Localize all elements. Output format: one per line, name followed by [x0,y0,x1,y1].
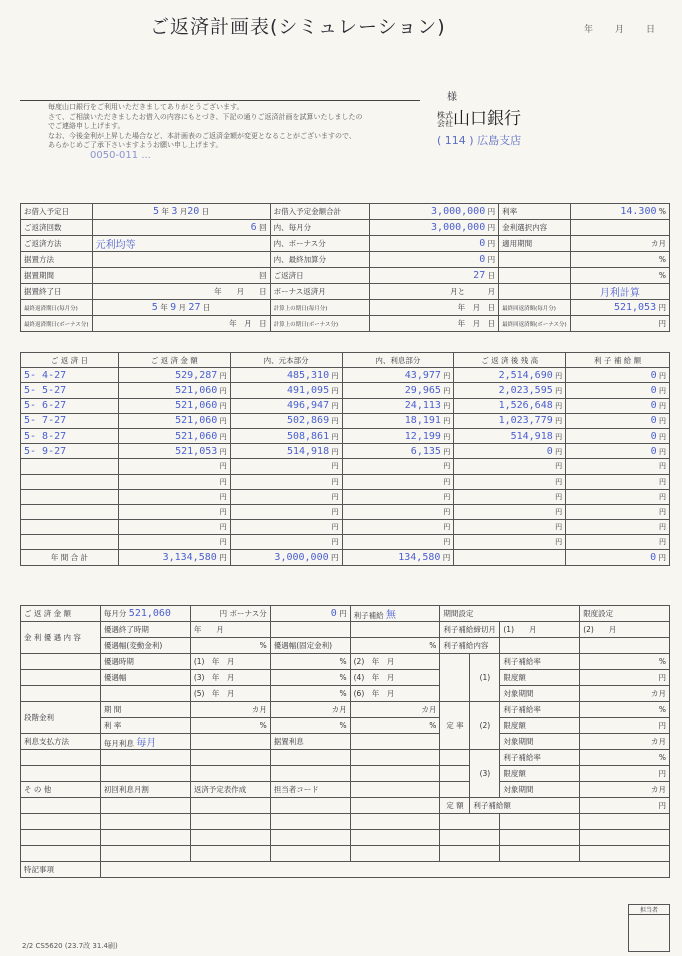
schedule-cell: 円 [230,459,342,474]
schedule-row [21,413,670,428]
schedule-cell: 2,023,595 円 [454,383,566,398]
schedule-cell: 496,947 円 [230,398,342,413]
schedule-cell: 円 [454,535,566,550]
schedule-cell: 円 [566,489,670,504]
schedule-cell [21,520,119,535]
schedule-cell: 485,310 円 [230,368,342,383]
branch: ( 114 ) 広島支店 [437,134,522,147]
schedule-cell: 24,113 円 [342,398,454,413]
schedule-row [21,428,670,443]
page-title: ご返済計画表(シミュレーション) [150,16,446,38]
schedule-cell: 円 [118,474,230,489]
schedule-cell: 0 円 [566,413,670,428]
schedule-cell: 0 円 [566,428,670,443]
schedule-cell [21,504,119,519]
schedule-cell: 514,918 円 [230,444,342,459]
schedule-cell: 491,095 円 [230,383,342,398]
schedule-cell [21,474,119,489]
schedule-cell: 0 円 [454,444,566,459]
bank-name: 株式会社山口銀行 [437,109,521,129]
schedule-cell: 円 [118,520,230,535]
name-line [20,100,420,101]
schedule-cell [21,535,119,550]
schedule-cell: 521,053 円 [118,444,230,459]
schedule-cell: 1,023,779 円 [454,413,566,428]
schedule-cell [21,489,119,504]
schedule-row [21,535,670,550]
ref-number: 0050-011 ... [90,150,151,161]
form-code: 2/2 CS5620 (23.7改 31.4刷) [22,942,118,950]
schedule-cell: 43,977 円 [342,368,454,383]
schedule-cell: 508,861 円 [230,428,342,443]
schedule-cell: 円 [566,504,670,519]
schedule-cell: 円 [342,535,454,550]
schedule-cell: 円 [342,504,454,519]
schedule-row [21,474,670,489]
schedule-cell: 円 [454,504,566,519]
schedule-cell: 円 [118,489,230,504]
schedule-row [21,368,670,383]
schedule-cell: 6,135 円 [342,444,454,459]
schedule-cell: 12,199 円 [342,428,454,443]
schedule-cell: 2,514,690 円 [454,368,566,383]
schedule-cell: 0 円 [566,398,670,413]
schedule-cell: 5- 9-27 [21,444,119,459]
schedule-cell: 円 [566,459,670,474]
schedule-cell: 円 [454,474,566,489]
schedule-cell: 5- 4-27 [21,368,119,383]
schedule-cell: 円 [342,520,454,535]
schedule-cell: 5- 8-27 [21,428,119,443]
schedule-row [21,489,670,504]
schedule-cell [21,459,119,474]
schedule-cell: 29,965 円 [342,383,454,398]
schedule-cell: 18,191 円 [342,413,454,428]
schedule-row [21,383,670,398]
schedule-cell: 5- 7-27 [21,413,119,428]
schedule-cell: 5- 6-27 [21,398,119,413]
staff-stamp-box: 担当者 [628,904,670,952]
schedule-cell: 0 円 [566,444,670,459]
schedule-cell: 521,060 円 [118,383,230,398]
schedule-cell: 円 [566,535,670,550]
schedule-cell: 0 円 [566,383,670,398]
schedule-cell: 円 [342,474,454,489]
schedule-row [21,398,670,413]
schedule-cell: 円 [230,474,342,489]
schedule-cell: 521,060 円 [118,413,230,428]
schedule-cell: 円 [230,535,342,550]
schedule-cell: 0 円 [566,368,670,383]
schedule-cell: 円 [454,489,566,504]
schedule-cell: 円 [230,504,342,519]
schedule-cell: 円 [566,474,670,489]
schedule-row [21,444,670,459]
schedule-cell: 円 [118,535,230,550]
schedule-row [21,504,670,519]
honorific: 様 [447,92,457,103]
schedule-cell: 502,869 円 [230,413,342,428]
schedule-cell: 円 [230,520,342,535]
schedule-cell: 5- 5-27 [21,383,119,398]
schedule-cell: 円 [342,459,454,474]
schedule-cell: 円 [342,489,454,504]
schedule-row [21,459,670,474]
schedule-cell: 円 [118,504,230,519]
schedule-cell: 円 [454,520,566,535]
conditions-table: ご 返 済 金 額 毎月分 521,060 円 ボーナス分 0 円 利子補給 無 期間設定 限度設定 金 利 優 遇 内 容 優遇終了時期 年 月 利子補給締切月 (1) 月 (2) 月 優遇幅(変動金利) % 優遇幅(固定金利) % 利子補給内容 優遇時期 (1) 年 月 % (2) 年 月 (1) 利子補給率 % 優遇幅 (3) 年 月 % (4) 年 月 限度額 円 (5) 年 月 % (6) 年 月 対象期間 カ月 段階金利 期 間 カ月 カ月 カ月 定 率 (2) 利子補給率 % 利 率 % % % 限度額 円 利息支払方法 毎月利息 毎月 据置利息 対象期間 カ月 (3) 利子補給率 % 限度額 円 そ の 他 初回利息月割 返済予定表作成 担当者コード 対象期間 カ月 定 額 利子補給額 円 特記事項 [20,605,670,878]
intro-message: 毎度山口銀行をご利用いただきましてありがとうございます。 さて、ご相談いただきましたお借入の内容にもとづき、下記の通りご返済計画を試算いたしましたの でご連絡申し上げます。 なお、今後金利が上昇した場合など、本計画表のご返済金額が変更となることがございますので、 あらかじめご了承下さいますようお願い申し上げます。 [48,103,363,149]
repayment-schedule-table: ご 返 済 日 ご 返 済 金 額 内、元本部分 内、利息部分 ご 返 済 後 残 高 利 子 補 給 額 5- 4-27 529,287 円 485,310 円 43,977 円 2,514,690 円 0 円 5- 5-27 521,060 円 491,095 円 29,965 円 2,023,595 円 0 円 5- 6-27 521,060 円 496,947 円 24,113 円 1,526,648 円 0 円 5- 7-27 521,060 円 502,869 円 18,191 円 1,023,779 円 0 円 5- 8-27 521,060 円 508,861 円 12,199 円 514,918 円 0 円 5- 9-27 521,053 円 514,918 円 6,135 円 0 円 0 円 円 円 円 円 円 円 円 円 円 円 円 円 円 円 円 円 円 円 円 円 円 円 円 円 円 円 円 円 円 円 年 間 合 計 3,134,580 円 3,000,000 円 134,580 円 0 円 [20,352,670,566]
schedule-cell: 529,287 円 [118,368,230,383]
schedule-cell: 円 [454,459,566,474]
schedule-cell: 円 [230,489,342,504]
schedule-cell: 円 [118,459,230,474]
loan-summary-table: お借入予定日 5 年 3 月20 日 お借入予定金額合計 3,000,000 円 利率 14.300 % ご返済回数 6 回 内、毎月分 3,000,000 円 金利選択内容 ご返済方法 元利均等 内、ボーナス分 0 円 適用期間 カ月 据置方法 内、最終加算分 0 円 % 据置期間 回 ご返済日 27 日 % 据置終了日 年 月 日 ボーナス返済月 月と 月 月利計算 最終返済期日(毎月分) 5 年 9 月 27 日 計算上の期日(毎月分) 年 月 日 最終回返済額(毎月分) 521,053 円 最終返済期日(ボーナス分) 年 月 日 計算上の期日(ボーナス分) 年 月 日 最終回返済額(ボーナス分) 円 [20,203,670,332]
schedule-cell: 521,060 円 [118,398,230,413]
schedule-cell: 514,918 円 [454,428,566,443]
schedule-row [21,520,670,535]
schedule-cell: 521,060 円 [118,428,230,443]
issue-date: 年 月 日 [584,25,656,35]
schedule-cell: 円 [566,520,670,535]
schedule-cell: 1,526,648 円 [454,398,566,413]
